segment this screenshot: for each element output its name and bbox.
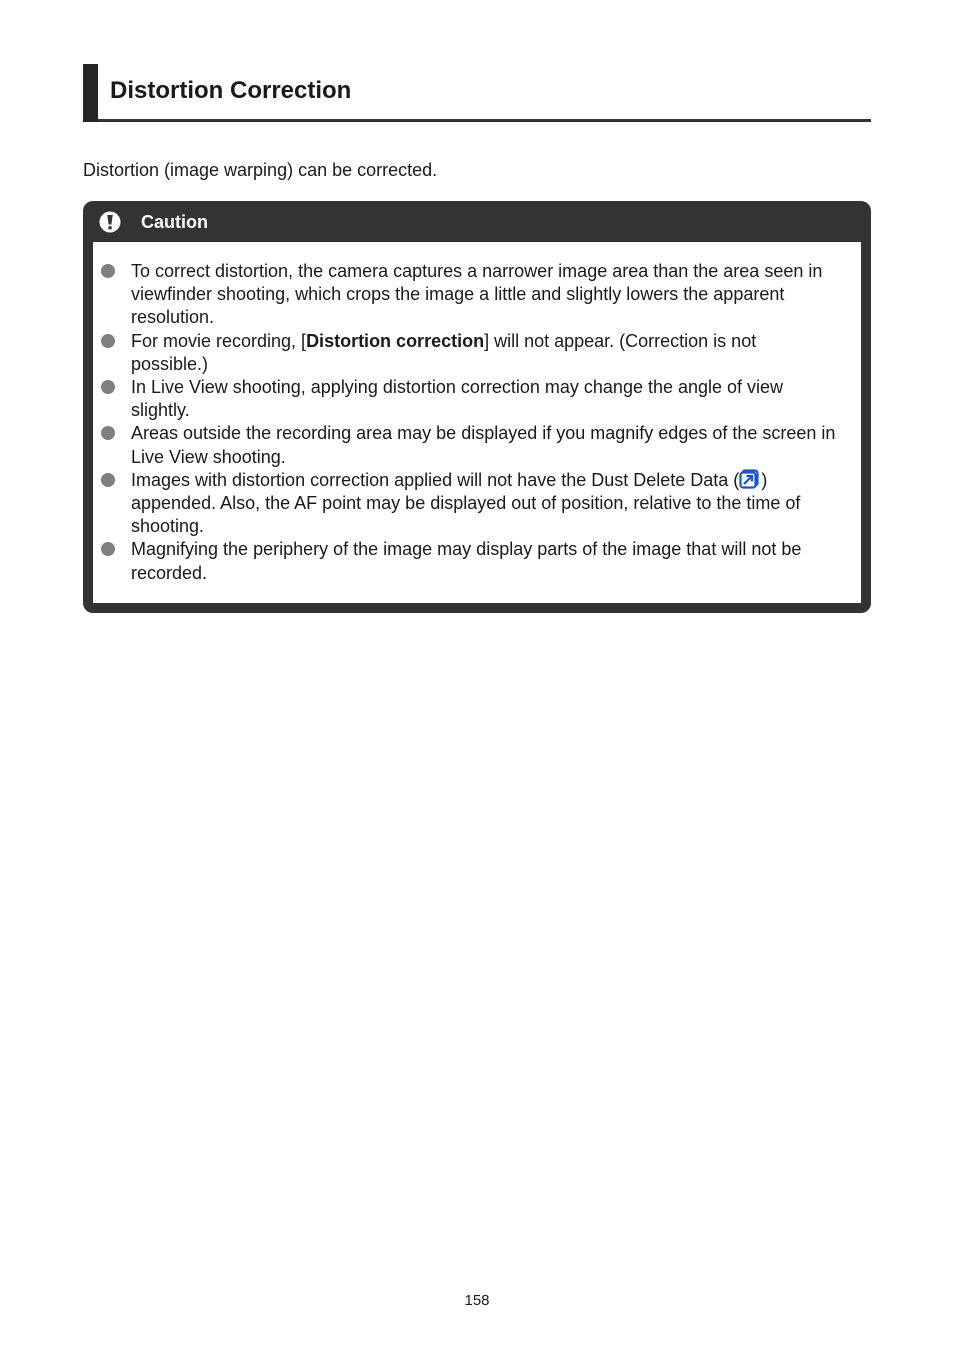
caution-body [93,242,861,603]
caution-header [83,201,871,241]
caution-item-text-after: ) appended. Also, the AF point may be displayed out of position, relative to the time of shooting. [131,469,801,537]
page-title: Distortion Correction [110,77,352,104]
caution-item-text: Magnifying the periphery of the image may display parts of the image that will not be recorded. [131,539,802,583]
caution-box [83,201,871,613]
caution-item-text-before: For movie recording, [ [131,330,307,351]
heading-accent-bar [83,64,98,122]
caution-label: Caution [141,212,208,232]
bullet-icon [101,380,115,394]
caution-item-movie [93,330,861,376]
caution-item-crop [93,260,861,330]
page-number: 158 [464,1292,490,1309]
bullet-icon [101,334,115,348]
bullet-icon [101,542,115,556]
caution-item-text-before: Images with distortion correction applied will not have the Dust Delete Data ( [131,469,740,490]
section-heading [83,64,871,122]
menu-item-name: Distortion correction [306,330,485,351]
bullet-icon [101,473,115,487]
caution-icon [99,211,121,233]
caution-item-dust-delete [93,469,861,539]
caution-item-text: In Live View shooting, applying distortion correction may change the angle of view slightly. [131,377,784,421]
caution-item-magnify-edges [93,422,861,468]
intro-text: Distortion (image warping) can be corrected. [83,160,438,180]
caution-item-text: Areas outside the recording area may be displayed if you magnify edges of the screen in Live View shooting. [131,423,836,467]
bullet-icon [101,264,115,278]
caution-list [93,260,861,585]
caution-item-text: To correct distortion, the camera captures a narrower image area than the area seen in viewfinder shooting, which crops the image a little and slightly lowers the apparent resolution. [131,261,823,328]
caution-item-text-after: ] will not appear. (Correction is not possible.) [131,330,757,374]
dust-delete-data-link-icon[interactable] [739,469,761,489]
caution-item-live-view-angle [93,376,861,422]
caution-item-periphery [93,538,861,584]
bullet-icon [101,426,115,440]
